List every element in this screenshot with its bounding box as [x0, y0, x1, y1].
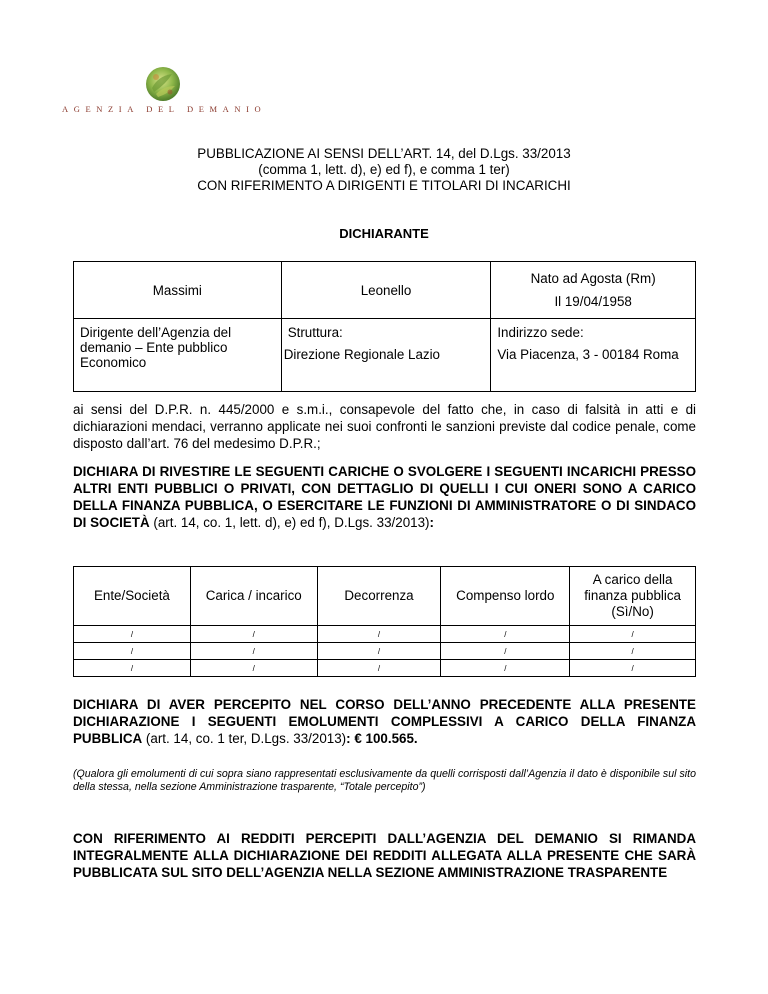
emoluments-declaration-ref: (art. 14, co. 1 ter, D.Lgs. 33/2013)	[142, 731, 347, 746]
declarant-heading: DICHIARANTE	[339, 226, 429, 241]
charges-declaration-colon: :	[429, 515, 434, 530]
table-cell: /	[190, 626, 317, 643]
birth-cell	[491, 262, 696, 319]
emoluments-declaration-colon: :	[346, 731, 351, 746]
table-cell: /	[570, 660, 696, 677]
table-cell: /	[317, 643, 441, 660]
birth-date: Il 19/04/1958	[554, 294, 632, 309]
logo-text: AGENZIA DEL DEMANIO	[62, 104, 267, 114]
header-decorrenza: Decorrenza	[317, 567, 441, 626]
header-finanza: A carico della finanza pubblica (Sì/No)	[570, 567, 696, 626]
structure-label: Struttura:	[287, 325, 343, 340]
table-cell: /	[74, 626, 191, 643]
table-row	[74, 643, 696, 660]
header-carica: Carica / incarico	[190, 567, 317, 626]
structure-cell	[281, 319, 491, 392]
table-cell: /	[441, 643, 570, 660]
table-header-row	[74, 567, 696, 626]
emoluments-amount: € 100.565.	[354, 731, 418, 746]
table-cell: /	[570, 643, 696, 660]
agency-logo	[62, 64, 272, 124]
legal-notice: ai sensi del D.P.R. n. 445/2000 e s.m.i., consapevole del fatto che, in caso di falsità in atti e di dichiarazioni mendaci, verranno applicate nei suoi confronti le sanzioni previste dal codice penale, come disposto dall’art. 76 del medesimo D.P.R.;	[73, 402, 696, 451]
address-value: Via Piacenza, 3 - 00184 Roma	[497, 347, 679, 362]
table-row	[74, 660, 696, 677]
table-row	[74, 262, 696, 319]
table-cell: /	[441, 660, 570, 677]
table-cell: /	[441, 626, 570, 643]
emoluments-declaration-bold: DICHIARA DI AVER PERCEPITO NEL CORSO DELL’ANNO PRECEDENTE ALLA PRESENTE DICHIARAZIONE I SEGUENTI EMOLUMENTI COMPLESSIVI A CARICO DELLA FINANZA PUBBLICA	[73, 697, 696, 746]
emoluments-note: (Qualora gli emolumenti di cui sopra siano rappresentati esclusivamente da quelli corrisposti dall’Agenzia il dato è disponibile sul sito della stessa, nella sezione Amministrazione trasparente, “Totale percepito”)	[73, 768, 696, 793]
table-row	[74, 319, 696, 392]
birth-place: Nato ad Agosta (Rm)	[530, 271, 656, 286]
role-cell: Dirigente dell’Agenzia del demanio – Ente pubblico Economico	[74, 319, 282, 392]
declarant-table	[73, 261, 696, 392]
charges-declaration-bold: DICHIARA DI RIVESTIRE LE SEGUENTI CARICHE O SVOLGERE I SEGUENTI INCARICHI PRESSO ALTRI ENTI PUBBLICI O PRIVATI, CON DETTAGLIO DI QUELLI I CUI ONERI SONO A CARICO DELLA FINANZA PUBBLICA, O ESERCITARE LE FUNZIONI DI AMMINISTRATORE O DI SINDACO DI SOCIETÀ	[73, 464, 696, 530]
header-ente: Ente/Società	[74, 567, 191, 626]
table-cell: /	[74, 660, 191, 677]
structure-value: Direzione Regionale Lazio	[283, 347, 441, 362]
title-line-2: (comma 1, lett. d), e) ed f), e comma 1 ter)	[258, 162, 510, 177]
title-line-3: CON RIFERIMENTO A DIRIGENTI E TITOLARI DI INCARICHI	[197, 178, 571, 193]
address-cell	[491, 319, 696, 392]
table-cell: /	[74, 643, 191, 660]
address-label: Indirizzo sede:	[497, 325, 584, 340]
emoluments-declaration	[73, 696, 696, 747]
table-cell: /	[570, 626, 696, 643]
charges-declaration-ref: (art. 14, co. 1, lett. d), e) ed f), D.Lgs. 33/2013)	[149, 515, 430, 530]
table-cell: /	[317, 626, 441, 643]
table-cell: /	[317, 660, 441, 677]
table-row	[74, 626, 696, 643]
income-declaration: CON RIFERIMENTO AI REDDITI PERCEPITI DALL’AGENZIA DEL DEMANIO SI RIMANDA INTEGRALMENTE ALLA DICHIARAZIONE DEI REDDITI ALLEGATA ALLA PRESENTE CHE SARÀ PUBBLICATA SUL SITO DELL’AGENZIA NELLA SEZIONE AMMINISTRAZIONE TRASPARENTE	[73, 831, 696, 880]
leaf-globe-icon	[142, 64, 184, 104]
header-compenso: Compenso lordo	[441, 567, 570, 626]
name-cell: Leonello	[281, 262, 491, 319]
title-line-1: PUBBLICAZIONE AI SENSI DELL’ART. 14, del D.Lgs. 33/2013	[197, 146, 571, 161]
surname-cell: Massimi	[74, 262, 282, 319]
table-cell: /	[190, 660, 317, 677]
charges-declaration	[73, 463, 696, 531]
charges-table	[73, 566, 696, 677]
table-cell: /	[190, 643, 317, 660]
